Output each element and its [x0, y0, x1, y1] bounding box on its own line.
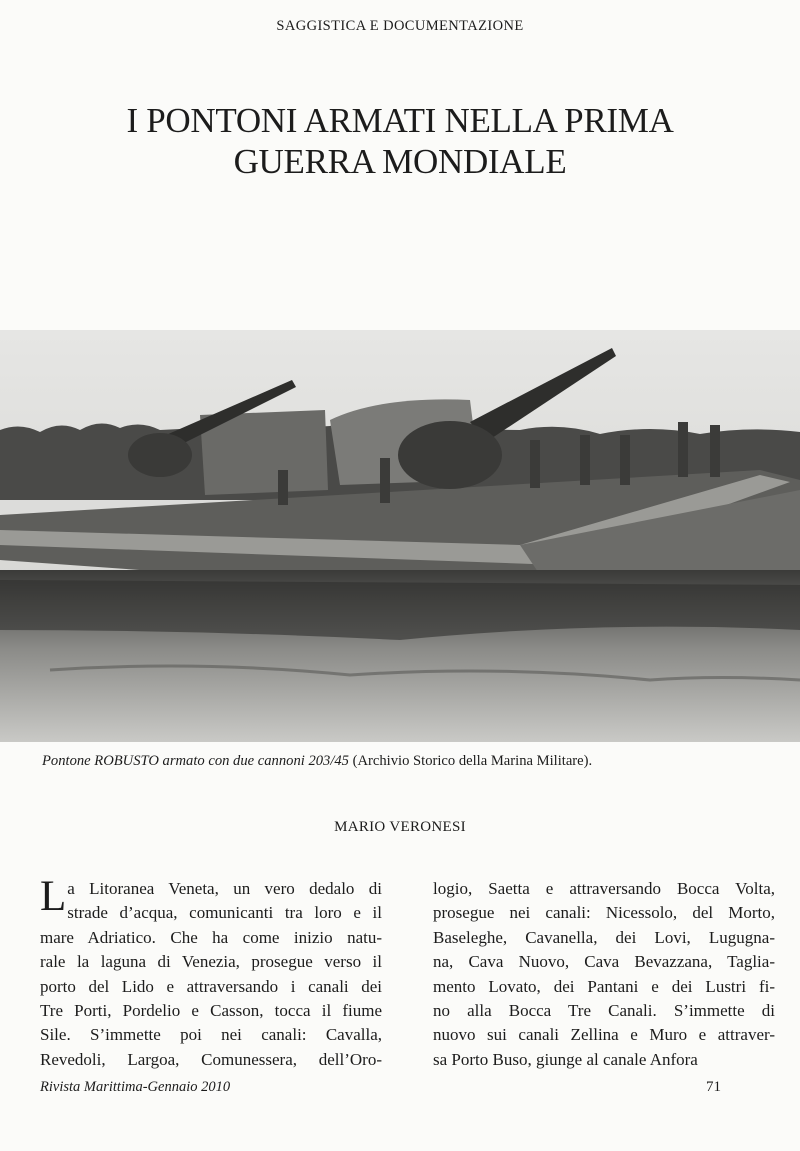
- text-line: porto del Lido e attraversando i canali dei: [40, 976, 382, 996]
- text-line: logio, Saetta e attraversando Bocca Volta,: [433, 879, 775, 898]
- caption-source: (Archivio Storico della Marina Militare).: [348, 753, 593, 769]
- pontoon-photo-illustration: [0, 330, 800, 742]
- text-line: na, Cava Nuovo, Cava Bevazzana, Taglia-: [433, 952, 775, 972]
- text-line: no alla Bocca Tre Canali. S’immette di: [433, 1000, 775, 1020]
- caption-italic: Pontone ROBUSTO armato con due cannoni 203/45: [42, 753, 349, 769]
- drop-cap: L: [40, 873, 67, 920]
- text-line: mare Adriatico. Che ha come inizio natu-: [40, 927, 382, 947]
- author-name: MARIO VERONESI: [334, 819, 466, 835]
- text-line: mento Lovato, dei Pantani e dei Lustri fi-: [433, 976, 775, 996]
- title-line-2: GUERRA MONDIALE: [233, 142, 567, 181]
- text-line: nuovo sui canali Zellina e Muro e attraver-: [433, 1025, 775, 1045]
- text-line: Baseleghe, Cavanella, dei Lovi, Lugugna-: [433, 927, 775, 947]
- photo-caption: [42, 753, 782, 770]
- right-column: [433, 877, 775, 1072]
- text-line: Tre Porti, Pordelio e Casson, tocca il fiume: [40, 1000, 382, 1020]
- text-line: prosegue nei canali: Nicessolo, del Morto,: [433, 903, 775, 923]
- text-line: sa Porto Buso, giunge al canale Anfora: [433, 1049, 698, 1069]
- text-line: strade d’acqua, comunicanti tra loro e il: [67, 903, 382, 923]
- text-line: rale la laguna di Venezia, prosegue verso il: [40, 952, 382, 972]
- text-line: Sile. S’immette poi nei canali: Cavalla,: [40, 1025, 382, 1045]
- pontoon-photo: [0, 330, 800, 742]
- title-line-1: I PONTONI ARMATI NELLA PRIMA: [126, 101, 674, 140]
- text-line: a Litoranea Veneta, un vero dedalo di: [67, 879, 382, 898]
- text-line: Revedoli, Largoa, Comunessera, dell’Oro-: [40, 1049, 382, 1069]
- article-title: [0, 100, 800, 182]
- page-number: 71: [706, 1079, 721, 1095]
- section-header: SAGGISTICA E DOCUMENTAZIONE: [276, 18, 524, 34]
- journal-footer: Rivista Marittima-Gennaio 2010: [40, 1079, 231, 1095]
- left-column: [40, 873, 382, 1072]
